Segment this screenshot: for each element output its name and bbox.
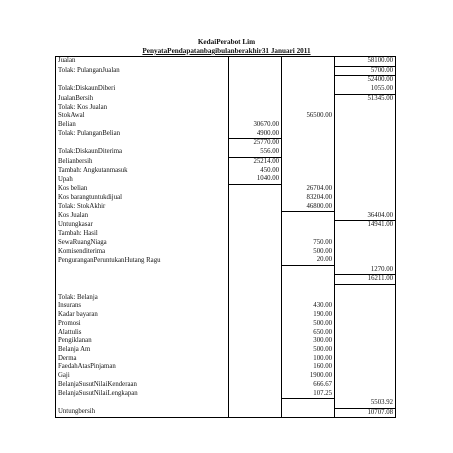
- cell-item: Kadar bayaran: [56, 311, 229, 320]
- cell-debit: [229, 363, 282, 372]
- cell-item: Kos barangtuntukdijual: [56, 194, 229, 203]
- cell-debit: [229, 337, 282, 346]
- cell-total: [335, 203, 396, 212]
- statement-row: [56, 157, 396, 166]
- cell-item: Tambah: Angkutanmasuk: [56, 167, 229, 176]
- cell-debit: 30670.00: [229, 121, 282, 130]
- statement-row: [56, 381, 396, 390]
- statement-row: [56, 311, 396, 320]
- cell-debit: [229, 185, 282, 194]
- cell-subtotal: 160.00: [282, 363, 335, 372]
- cell-total: [335, 104, 396, 113]
- cell-debit: [229, 66, 282, 76]
- cell-item: StokAwal: [56, 112, 229, 121]
- cell-total: [335, 121, 396, 130]
- statement-row: [56, 185, 396, 194]
- cell-subtotal: 56500.00: [282, 112, 335, 121]
- cell-item: JualanBersih: [56, 94, 229, 103]
- cell-subtotal: 430.00: [282, 302, 335, 311]
- cell-total: [335, 248, 396, 257]
- statement-row: [56, 408, 396, 418]
- cell-item: BelanjaSusutNilaiLengkapan: [56, 390, 229, 399]
- cell-total: [335, 175, 396, 184]
- cell-item: Kos belian: [56, 185, 229, 194]
- cell-subtotal: 26704.00: [282, 185, 335, 194]
- cell-debit: 450.00: [229, 167, 282, 176]
- statement-row: [56, 355, 396, 364]
- statement-row: [56, 266, 396, 275]
- cell-debit: [229, 112, 282, 121]
- cell-item: Derma: [56, 355, 229, 364]
- statement-row: [56, 230, 396, 239]
- cell-subtotal: 666.67: [282, 381, 335, 390]
- cell-item: Alattulis: [56, 329, 229, 338]
- cell-item: SewaRuangNiaga: [56, 239, 229, 248]
- cell-debit: [229, 212, 282, 221]
- statement-row: [56, 148, 396, 157]
- cell-total: 5503.92: [335, 399, 396, 408]
- cell-subtotal: [282, 76, 335, 85]
- cell-total: 10707.08: [335, 408, 396, 418]
- statement-row: [56, 284, 396, 293]
- statement-row: [56, 337, 396, 346]
- cell-item: Pengiklanan: [56, 337, 229, 346]
- cell-total: [335, 256, 396, 265]
- cell-item: Tolak: PulanganJualan: [56, 66, 229, 76]
- cell-debit: 556.00: [229, 148, 282, 157]
- cell-item: Belian: [56, 121, 229, 130]
- cell-item: Belianbersih: [56, 157, 229, 166]
- cell-total: [335, 381, 396, 390]
- cell-total: [335, 157, 396, 166]
- cell-item: [56, 139, 229, 148]
- cell-debit: [229, 284, 282, 293]
- cell-subtotal: 500.00: [282, 346, 335, 355]
- statement-row: [56, 346, 396, 355]
- cell-subtotal: 500.00: [282, 320, 335, 329]
- cell-subtotal: [282, 266, 335, 275]
- cell-item: [56, 76, 229, 85]
- cell-item: Untungkasar: [56, 221, 229, 230]
- cell-item: PenguranganPeruntukanHutang Ragu: [56, 256, 229, 265]
- cell-total: 5700.00: [335, 66, 396, 76]
- cell-debit: [229, 85, 282, 94]
- cell-subtotal: 46800.00: [282, 203, 335, 212]
- cell-subtotal: [282, 121, 335, 130]
- cell-subtotal: 100.00: [282, 355, 335, 364]
- cell-total: [335, 130, 396, 139]
- cell-total: 52400.00: [335, 76, 396, 85]
- cell-debit: [229, 266, 282, 275]
- statement-row: [56, 399, 396, 408]
- cell-subtotal: [282, 399, 335, 408]
- statement-row: [56, 302, 396, 311]
- cell-total: 14941.00: [335, 221, 396, 230]
- cell-subtotal: [282, 157, 335, 166]
- cell-item: Komisenditerima: [56, 248, 229, 257]
- statement-row: [56, 212, 396, 221]
- cell-subtotal: [282, 284, 335, 293]
- cell-item: Belanja Am: [56, 346, 229, 355]
- cell-subtotal: [282, 66, 335, 76]
- document-subtitle: PenyataPendapatanbagibulanberakhir31 Januari 2011: [142, 47, 311, 55]
- cell-total: [335, 230, 396, 239]
- cell-subtotal: [282, 130, 335, 139]
- statement-row: [56, 329, 396, 338]
- cell-item: Promosi: [56, 320, 229, 329]
- income-statement-body: [56, 57, 396, 418]
- statement-row: [56, 390, 396, 399]
- document-title: KedaiPerabot Lim: [197, 38, 256, 46]
- cell-subtotal: [282, 294, 335, 303]
- cell-total: [335, 167, 396, 176]
- cell-item: Tolak:DiskaunDiterima: [56, 148, 229, 157]
- cell-item: Kos Jualan: [56, 212, 229, 221]
- cell-debit: [229, 346, 282, 355]
- statement-row: [56, 175, 396, 184]
- cell-item: Jualan: [56, 57, 229, 67]
- cell-subtotal: 750.00: [282, 239, 335, 248]
- cell-item: BelanjaSusutNilaiKenderaan: [56, 381, 229, 390]
- cell-subtotal: [282, 85, 335, 94]
- cell-debit: [229, 372, 282, 381]
- cell-subtotal: 190.00: [282, 311, 335, 320]
- statement-row: [56, 85, 396, 94]
- cell-debit: 25214.00: [229, 157, 282, 166]
- cell-subtotal: 83204.00: [282, 194, 335, 203]
- cell-total: [335, 294, 396, 303]
- cell-subtotal: 500.00: [282, 248, 335, 257]
- statement-row: [56, 320, 396, 329]
- cell-total: 58100.00: [335, 57, 396, 67]
- statement-row: [56, 221, 396, 230]
- cell-debit: [229, 256, 282, 265]
- cell-total: [335, 390, 396, 399]
- cell-item: Tolak: StokAkhir: [56, 203, 229, 212]
- cell-total: [335, 363, 396, 372]
- cell-debit: [229, 230, 282, 239]
- cell-total: 1270.00: [335, 266, 396, 275]
- cell-debit: 1040.00: [229, 175, 282, 184]
- cell-debit: [229, 57, 282, 67]
- cell-total: 51345.00: [335, 94, 396, 103]
- cell-debit: [229, 381, 282, 390]
- statement-row: [56, 130, 396, 139]
- cell-subtotal: [282, 57, 335, 67]
- statement-row: [56, 139, 396, 148]
- cell-subtotal: [282, 221, 335, 230]
- cell-subtotal: [282, 148, 335, 157]
- cell-debit: [229, 76, 282, 85]
- cell-total: [335, 148, 396, 157]
- statement-row: [56, 372, 396, 381]
- cell-total: [335, 239, 396, 248]
- cell-item: Upah: [56, 175, 229, 184]
- income-statement-table: [55, 56, 396, 418]
- cell-total: [335, 311, 396, 320]
- statement-row: [56, 76, 396, 85]
- cell-total: 36404.00: [335, 212, 396, 221]
- statement-row: [56, 294, 396, 303]
- cell-debit: [229, 302, 282, 311]
- cell-subtotal: 650.00: [282, 329, 335, 338]
- cell-debit: [229, 104, 282, 113]
- statement-row: [56, 94, 396, 103]
- cell-debit: [229, 203, 282, 212]
- cell-subtotal: [282, 230, 335, 239]
- cell-total: [335, 112, 396, 121]
- cell-debit: 4900.00: [229, 130, 282, 139]
- cell-total: [335, 355, 396, 364]
- cell-subtotal: [282, 408, 335, 418]
- cell-debit: [229, 239, 282, 248]
- cell-debit: [229, 329, 282, 338]
- cell-item: Untungbersih: [56, 408, 229, 418]
- cell-total: [335, 185, 396, 194]
- cell-total: 1055.00: [335, 85, 396, 94]
- statement-row: [56, 203, 396, 212]
- statement-row: [56, 121, 396, 130]
- cell-total: [335, 284, 396, 293]
- cell-debit: [229, 275, 282, 285]
- statement-row: [56, 248, 396, 257]
- cell-debit: [229, 408, 282, 418]
- cell-debit: [229, 320, 282, 329]
- cell-subtotal: [282, 275, 335, 285]
- cell-item: Gaji: [56, 372, 229, 381]
- cell-subtotal: [282, 175, 335, 184]
- statement-row: [56, 104, 396, 113]
- cell-total: [335, 302, 396, 311]
- cell-item: Insurans: [56, 302, 229, 311]
- cell-total: [335, 372, 396, 381]
- statement-row: [56, 256, 396, 265]
- statement-row: [56, 194, 396, 203]
- cell-subtotal: 1900.00: [282, 372, 335, 381]
- cell-item: FaedahAtasPinjaman: [56, 363, 229, 372]
- cell-subtotal: 300.00: [282, 337, 335, 346]
- statement-row: [56, 112, 396, 121]
- statement-row: [56, 66, 396, 76]
- cell-subtotal: 20.00: [282, 256, 335, 265]
- cell-subtotal: [282, 212, 335, 221]
- cell-item: [56, 266, 229, 275]
- cell-item: Tambah: Hasil: [56, 230, 229, 239]
- cell-subtotal: [282, 104, 335, 113]
- cell-item: Tolak: PulanganBelian: [56, 130, 229, 139]
- cell-debit: 25770.00: [229, 139, 282, 148]
- cell-item: [56, 399, 229, 408]
- cell-item: Tolak:DiskaunDiberi: [56, 85, 229, 94]
- cell-debit: [229, 94, 282, 103]
- cell-debit: [229, 248, 282, 257]
- statement-row: [56, 363, 396, 372]
- cell-subtotal: [282, 94, 335, 103]
- cell-total: [335, 139, 396, 148]
- cell-item: [56, 275, 229, 285]
- statement-row: [56, 57, 396, 67]
- cell-debit: [229, 399, 282, 408]
- cell-subtotal: 107.25: [282, 390, 335, 399]
- cell-total: [335, 320, 396, 329]
- cell-item: Tolak: Kos Jualan: [56, 104, 229, 113]
- cell-debit: [229, 311, 282, 320]
- cell-total: [335, 329, 396, 338]
- cell-total: [335, 194, 396, 203]
- cell-debit: [229, 194, 282, 203]
- cell-subtotal: [282, 167, 335, 176]
- cell-subtotal: [282, 139, 335, 148]
- statement-row: [56, 239, 396, 248]
- cell-total: [335, 346, 396, 355]
- cell-debit: [229, 355, 282, 364]
- cell-debit: [229, 390, 282, 399]
- cell-total: 16211.00: [335, 275, 396, 285]
- statement-row: [56, 275, 396, 285]
- cell-debit: [229, 294, 282, 303]
- cell-item: Tolak: Belanja: [56, 294, 229, 303]
- cell-item: [56, 284, 229, 293]
- cell-debit: [229, 221, 282, 230]
- cell-total: [335, 337, 396, 346]
- statement-row: [56, 167, 396, 176]
